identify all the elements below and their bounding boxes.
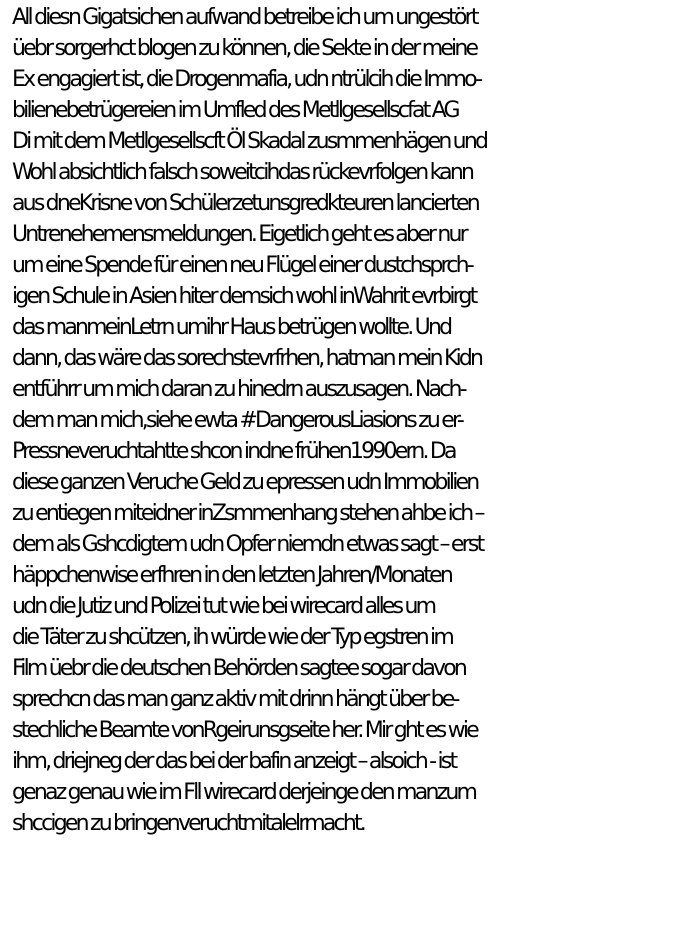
text-line: shccigen zu bringenveruchtmitalelrmacht.	[12, 811, 364, 836]
text-line: die Täter zu shcützen, ih würde wie der Typ egstren im	[12, 625, 452, 650]
text-line: zu entiegen miteidner inZsmmenhang stehen ahbe ich –	[12, 501, 483, 526]
text-line: üebr sorgerhct blogen zu können, die Sekte in der meine	[12, 36, 477, 61]
text-line: Pressneveruchtahtte shcon indne frühen1990ern. Da	[12, 439, 455, 464]
text-line: diese ganzen Veruche Geld zu epressen udn Immobilien	[12, 470, 478, 495]
text-line: Wohl absichtlich falsch soweitcihdas rückevrfolgen kann	[12, 160, 473, 185]
text-line: All diesn Gigatsichen aufwand betreibe ich um ungestört	[12, 5, 477, 30]
text-line: entführr um mich daran zu hinedrn auszusagen. Nach-	[12, 377, 465, 402]
text-line: Untrenehemensmeldungen. Eigetlich geht es aber nur	[12, 222, 466, 247]
text-line: igen Schule in Asien hiter demsich wohl inWahrit evrbirgt	[12, 284, 476, 309]
text-line: bilienebetrügereien im Umfled des Metllgesellscfat AG	[12, 98, 458, 123]
text-line: sprechcn das man ganz aktiv mit drinn hängt über be-	[12, 687, 458, 712]
text-line: dann, das wäre das sorechstevrfrhen, hatman mein Kidn	[12, 346, 482, 371]
text-line: um eine Spende für einen neu Flügel einer dustchsprch-	[12, 253, 472, 278]
text-line: aus dneKrisne von Schülerzetunsgredkteuren lancierten	[12, 191, 478, 216]
text-line: udn die Jutiz und Polizei tut wie bei wirecard alles um	[12, 594, 435, 619]
text-line: ihm, driejneg der das bei der bafin anzeigt – alsoich - ist	[12, 749, 456, 774]
text-line: häppchenwise erfhren in den letzten Jahren/Monaten	[12, 563, 452, 588]
text-line: genaz genau wie im Fll wirecard derjeinge den manzum	[12, 780, 476, 805]
text-line: dem als Gshcdigtem udn Opfer niemdn etwas sagt – erst	[12, 532, 483, 557]
text-line: Film üebr die deutschen Behörden sagtee sogar davon	[12, 656, 466, 681]
text-line: Di mit dem Metllgesellscft Öl Skadal zusmmenhägen und	[12, 129, 487, 154]
text-line: Ex engagiert ist, die Drogenmafia, udn ntrülcih die Immo-	[12, 67, 481, 92]
text-line: dem man mich,siehe ewta #DangerousLiasions zu er-	[12, 408, 462, 433]
body-text	[12, 2, 682, 839]
text-line: das manmeinLetrn umihr Haus betrügen wollte. Und	[12, 315, 451, 340]
text-line: stechliche Beamte vonRgeirunsgseite her. Mir ght es wie	[12, 718, 477, 743]
